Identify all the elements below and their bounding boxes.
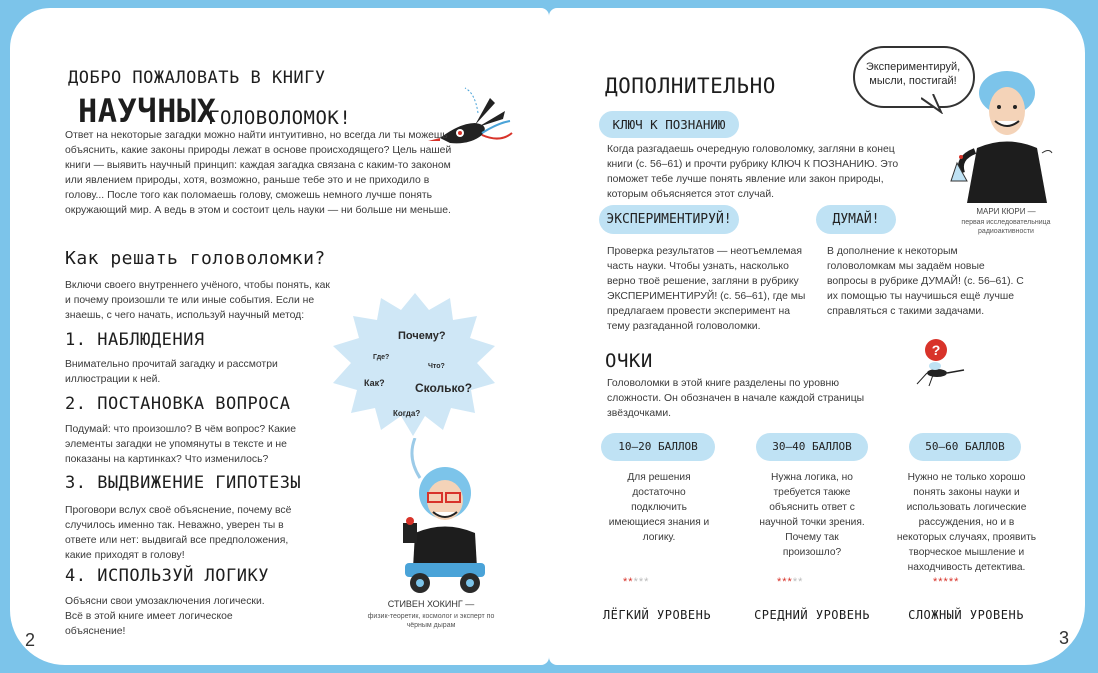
bubble-q1: Почему? bbox=[398, 330, 446, 342]
level3-pill: 50–60 БАЛЛОВ bbox=[909, 433, 1021, 461]
key-text: Когда разгадаешь очередную головоломку, загляни в конец книги (с. 56–61) и прочти рубрику КЛЮЧ К ПОЗНАНИЮ. Это поможет тебе лучше понять явление или закон природы, которым объясняется этот случай. bbox=[607, 144, 899, 200]
bubble-q5: Сколько? bbox=[415, 381, 473, 395]
curie-name: МАРИ КЮРИ — bbox=[976, 207, 1036, 216]
hawking-desc: физик-теоретик, космолог и эксперт по чёрным дырам bbox=[367, 613, 495, 629]
how-heading: Как решать головоломки? bbox=[65, 248, 326, 269]
bubble-q4: Как? bbox=[364, 378, 385, 388]
step3-text: Проговори вслух своё объяснение, почему всё случилось именно так. Неважно, уверен ты в ответе или нет: выдвигай все предположения, какие приходят в голову! bbox=[65, 505, 292, 561]
level1-text: Для решения достаточно подключить имеющиеся знания и логику. bbox=[608, 472, 710, 543]
step2-text: Подумай: что произошло? В чём вопрос? Какие элементы загадки не упомянуты в тексте и не показаны на картинках? Что изменилось? bbox=[65, 424, 296, 465]
level1-pill: 10–20 БАЛЛОВ bbox=[601, 433, 715, 461]
level1-stars-off: *** bbox=[633, 576, 650, 588]
intro-text: Ответ на некоторые загадки можно найти интуитивно, но всегда ли ты можешь объяснить, какие законы природы лежат в основе происходящего? Цель нашей книги — выявить научный принцип: каждая загадка связана с каким-то законом или явлением природы, хотя, возможно, раньше тебе это и не приходило в голову... После того как поломаешь голову, сможешь немного лучше понять окружающий мир. А ведь в этом и состоит цель науки — ни больше ни меньше. bbox=[65, 130, 452, 216]
hawking-name: СТИВЕН ХОКИНГ — bbox=[387, 599, 475, 609]
mosquito-icon bbox=[909, 358, 974, 388]
level2-stars-on: *** bbox=[777, 576, 793, 588]
hawking-illustration bbox=[385, 438, 495, 598]
left-page bbox=[10, 8, 549, 665]
points-heading: ОЧКИ bbox=[605, 350, 653, 372]
points-text: Головоломки в этой книге разделены по уровню сложности. Он обозначен в начале каждой страницы звёздочками. bbox=[607, 378, 865, 419]
bubble-q6: Когда? bbox=[393, 409, 421, 418]
level2-text: Нужна логика, но требуется также объяснить ответ с научной точки зрения. Почему так произошло? bbox=[759, 472, 865, 558]
experiment-pill: ЭКСПЕРИМЕНТИРУЙ! bbox=[599, 205, 739, 234]
level2-stars bbox=[777, 576, 803, 588]
step1-heading: 1. НАБЛЮДЕНИЯ bbox=[65, 330, 205, 350]
curie-desc: первая исследовательница радиоактивности bbox=[961, 219, 1051, 235]
key-pill: КЛЮЧ К ПОЗНАНИЮ bbox=[599, 111, 739, 138]
think-text: В дополнение к некоторым головоломкам мы задаём новые вопросы в рубрике ДУМАЙ! (с. 56–61). С их помощью ты научишься ещё лучше справляться с такими задачами. bbox=[827, 246, 1024, 317]
page-number-right: 3 bbox=[1059, 628, 1070, 648]
experiment-text: Проверка результатов — неотъемлемая часть науки. Чтобы узнать, насколько верно твоё решение, загляни в рубрику ЭКСПЕРИМЕНТИРУЙ! (с. 56–61), где мы предлагаем провести эксперимент на тему разгаданной головоломки. bbox=[607, 246, 806, 332]
how-text: Включи своего внутреннего учёного, чтобы понять, как и почему произошли те или иные события. Если не знаешь, с чего начать, используй научный метод: bbox=[65, 280, 330, 321]
title-small: ГОЛОВОЛОМОК! bbox=[208, 107, 352, 129]
step4-heading: 4. ИСПОЛЬЗУЙ ЛОГИКУ bbox=[65, 566, 269, 586]
level3-text: Нужно не только хорошо понять законы науки и использовать логические рассуждения, но и в некоторых случаях, проявить творческое мышление и находчивость детектива. bbox=[896, 472, 1037, 573]
question-mark-icon: ? bbox=[925, 339, 947, 361]
step2-heading: 2. ПОСТАНОВКА ВОПРОСА bbox=[65, 394, 291, 414]
level1-stars bbox=[623, 576, 649, 588]
curie-illustration bbox=[937, 63, 1057, 213]
step1-text: Внимательно прочитай загадку и рассмотри иллюстрации к ней. bbox=[65, 359, 278, 385]
level3-stars-on: ***** bbox=[933, 576, 960, 588]
extra-heading: ДОПОЛНИТЕЛЬНО bbox=[605, 74, 776, 98]
step3-heading: 3. ВЫДВИЖЕНИЕ ГИПОТЕЗЫ bbox=[65, 473, 302, 493]
think-pill: ДУМАЙ! bbox=[816, 205, 896, 234]
speech-text: Экспериментируй, мысли, постигай! bbox=[865, 61, 961, 87]
page-number-left: 2 bbox=[25, 630, 36, 650]
level2-stars-off: ** bbox=[792, 576, 804, 588]
level3-stars bbox=[933, 576, 959, 588]
bubble-q2: Где? bbox=[373, 354, 390, 361]
level1-label: ЛЁГКИЙ УРОВЕНЬ bbox=[602, 608, 712, 622]
level2-label: СРЕДНИЙ УРОВЕНЬ bbox=[754, 608, 870, 622]
title-line-1: ДОБРО ПОЖАЛОВАТЬ В КНИГУ bbox=[68, 68, 326, 88]
level3-label: СЛОЖНЫЙ УРОВЕНЬ bbox=[908, 608, 1024, 622]
level2-pill: 30–40 БАЛЛОВ bbox=[756, 433, 868, 461]
title-big: НАУЧНЫХ bbox=[78, 92, 217, 130]
step4-text: Объясни свои умозаключения логически. Всё в этой книге имеет логическое объяснение! bbox=[65, 596, 265, 637]
bubble-q3: Что? bbox=[428, 363, 445, 370]
level1-stars-on: ** bbox=[623, 576, 634, 588]
right-page bbox=[549, 8, 1085, 665]
